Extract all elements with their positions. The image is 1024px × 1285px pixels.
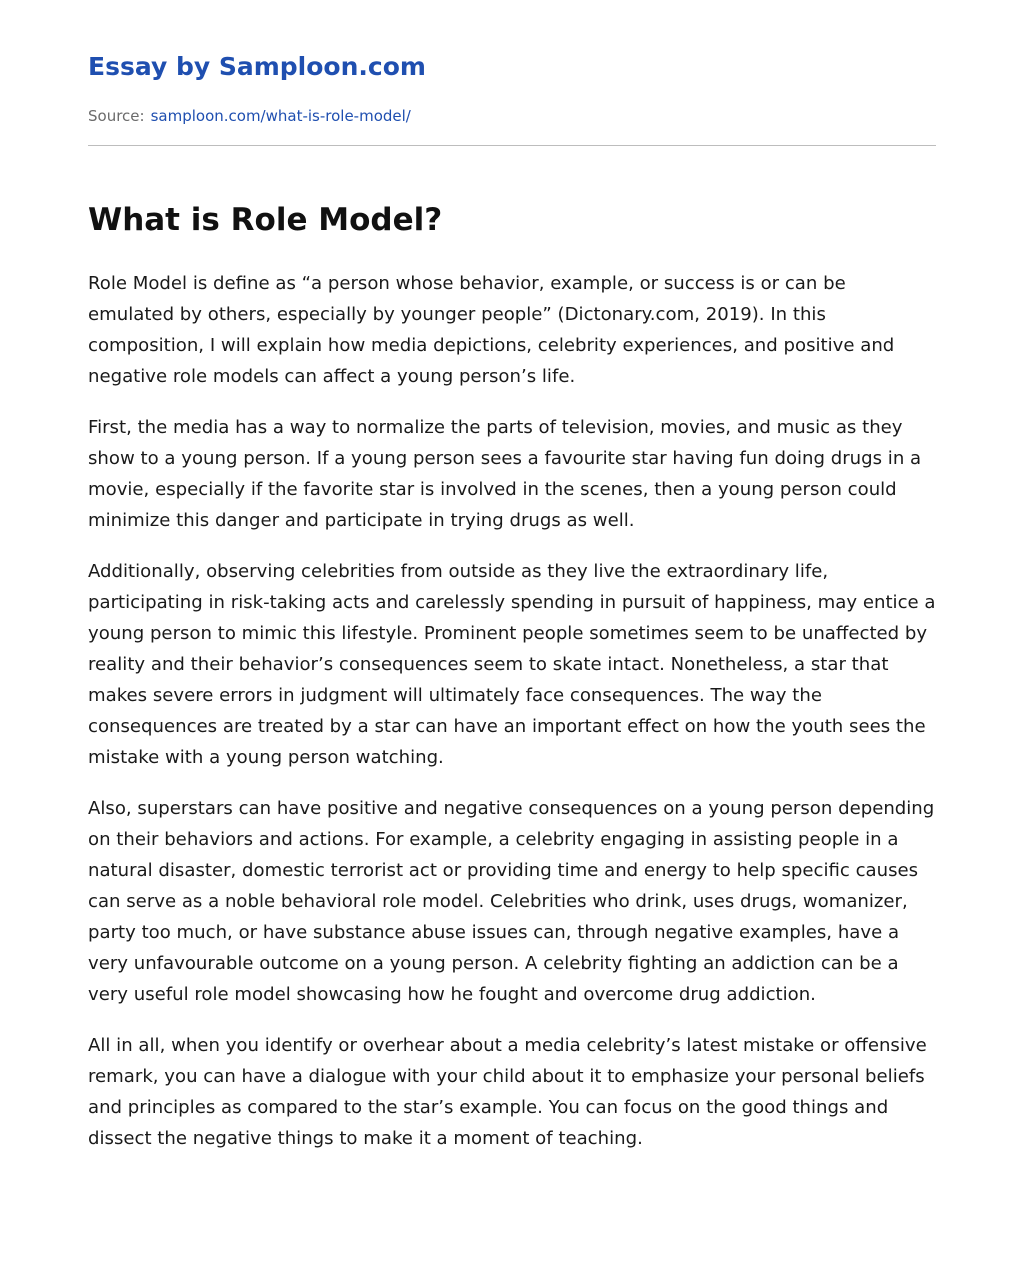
essay-paragraph: Also, superstars can have positive and negative consequences on a young person depending on their behaviors and actions. For example, a celebrity engaging in assisting people in a natural disaster, domestic terrorist act or providing time and energy to help specific causes can serve as a noble behavioral role model. Celebrities who drink, uses drugs, womanizer, party too much, or have substance abuse issues can, through negative examples, have a very unfavourable outcome on a young person. A celebrity fighting an addiction can be a very useful role model showcasing how he fought and overcome drug addiction. <box>88 798 935 1005</box>
essay-paragraph: Additionally, observing celebrities from outside as they live the extraordinary life, participating in risk-taking acts and carelessly spending in pursuit of happiness, may entice a young person to mimic this lifestyle. Prominent people sometimes seem to be unaffected by reality and their behavior’s consequences seem to skate intact. Nonetheless, a star that makes severe errors in judgment will ultimately face consequences. The way the consequences are treated by a star can have an important effect on how the youth sees the mistake with a young person watching. <box>88 561 936 768</box>
header-divider <box>88 145 936 146</box>
essay-paragraph: First, the media has a way to normalize the parts of television, movies, and music as they show to a young person. If a young person sees a favourite star having fun doing drugs in a movie, especially if the favorite star is involved in the scenes, then a young person could minimize this danger and participate in trying drugs as well. <box>88 417 922 531</box>
essay-paragraph: All in all, when you identify or overhear about a media celebrity’s latest mistake or offensive remark, you can have a dialogue with your child about it to emphasize your personal beliefs and principles as compared to the star’s example. You can focus on the good things and dissect the negative things to make it a moment of teaching. <box>88 1035 927 1149</box>
brand-title: Essay by Samploon.com <box>88 52 426 81</box>
source-label: Source: <box>88 107 145 125</box>
essay-body <box>88 268 936 1174</box>
essay-title: What is Role Model? <box>88 202 443 238</box>
source-line <box>88 107 411 125</box>
source-link[interactable]: samploon.com/what-is-role-model/ <box>150 107 411 125</box>
essay-paragraph: Role Model is define as “a person whose behavior, example, or success is or can be emulated by others, especially by younger people” (Dictonary.com, 2019). In this composition, I will explain how media depictions, celebrity experiences, and positive and negative role models can affect a young person’s life. <box>88 273 895 387</box>
